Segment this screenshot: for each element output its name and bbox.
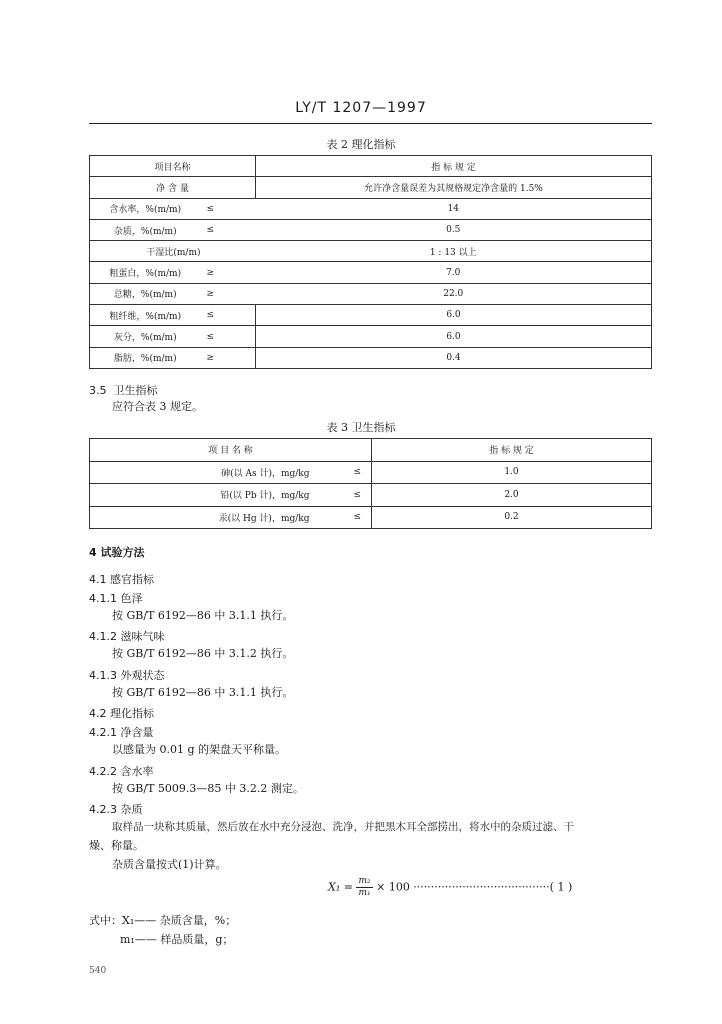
standard-header: LY/T 1207—1997 [295, 100, 427, 116]
table-row: 脂肪，%(m/m) ≥ 0.4 [90, 347, 652, 368]
table-row: 汞(以 Hg 计)，mg/kg ≤ 0.2 [90, 506, 652, 529]
section-4-2-3-heading: 4.2.3 杂质 [89, 803, 143, 816]
table2-col1-header: 项目名称 [90, 156, 256, 177]
section-4-2-1-heading: 4.2.1 净含量 [89, 726, 154, 739]
section-4-1-3-body: 按 GB/T 6192—86 中 3.1.1 执行。 [112, 686, 294, 699]
section-4-1-1-body: 按 GB/T 6192—86 中 3.1.1 执行。 [112, 609, 294, 622]
table3-col2-header: 指 标 规 定 [372, 439, 652, 462]
section-4-2-2-body: 按 GB/T 5009.3—85 中 3.2.2 测定。 [112, 782, 304, 795]
formula-1: X₁ = $\frac{\text{m₂}}{\text{m₁}}$ × 100 ·······································( 1 ) [328, 876, 573, 898]
where-line-2: m₁—— 样品质量，g； [120, 933, 234, 946]
table-row: 杂质，%(m/m) ≤ 0.5 [90, 219, 652, 240]
section-4-2-3-body-line1: 取样品一块称其质量，然后放在水中充分浸泡、洗净，并把黑木耳全部捞出，将水中的杂质过滤、干 [112, 821, 574, 833]
section-4-1-2-body: 按 GB/T 6192—86 中 3.1.2 执行。 [112, 647, 294, 660]
table-row: 净 含 量 允许净含量误差为其规格规定净含量的 1.5% [90, 177, 652, 198]
table3-caption: 表 3 卫生指标 [326, 421, 396, 434]
section-4-1-1-heading: 4.1.1 色泽 [89, 592, 143, 605]
header-rule [89, 123, 652, 124]
where-line-1: 式中：X₁—— 杂质含量，%； [89, 914, 237, 927]
formula-fraction: $\frac{\text{m₂}}{\text{m₁}}$ [358, 876, 371, 898]
section-4-2-2-heading: 4.2.2 含水率 [89, 765, 154, 778]
table-row: 干湿比(m/m) 1 : 13 以上 [90, 241, 652, 262]
section-3-5-heading: 3.5 卫生指标 [89, 384, 158, 397]
table-row: 总糖，%(m/m) ≥ 22.0 [90, 283, 652, 304]
section-3-5-body: 应符合表 3 规定。 [112, 400, 203, 413]
table-row: 含水率，%(m/m) ≤ 14 [90, 198, 652, 219]
table3-col1-header: 项 目 名 称 [90, 439, 372, 462]
section-4-heading: 4 试验方法 [89, 546, 145, 559]
table2-col2-header: 指 标 规 定 [256, 156, 652, 177]
section-4-1-heading: 4.1 感官指标 [89, 573, 154, 586]
section-4-2-3-body-line3: 杂质含量按式(1)计算。 [112, 858, 227, 871]
table2-caption: 表 2 理化指标 [326, 138, 396, 151]
section-4-1-2-heading: 4.1.2 滋味气味 [89, 630, 165, 643]
section-4-2-3-body-line2: 燥、称量。 [89, 839, 144, 852]
table-row: 灰分，%(m/m) ≤ 6.0 [90, 326, 652, 347]
table2 [89, 155, 652, 369]
section-4-1-3-heading: 4.1.3 外观状态 [89, 669, 165, 682]
table-row: 砷(以 As 计)，mg/kg ≤ 1.0 [90, 461, 652, 484]
table-row: 粗蛋白，%(m/m) ≥ 7.0 [90, 262, 652, 283]
table3 [89, 438, 652, 529]
table-row: 粗纤维，%(m/m) ≤ 6.0 [90, 305, 652, 326]
table-row: 铅(以 Pb 计)，mg/kg ≤ 2.0 [90, 484, 652, 507]
section-4-2-1-body: 以感量为 0.01 g 的架盘天平称量。 [112, 743, 287, 756]
page-number: 540 [89, 966, 107, 976]
section-4-2-heading: 4.2 理化指标 [89, 707, 154, 720]
